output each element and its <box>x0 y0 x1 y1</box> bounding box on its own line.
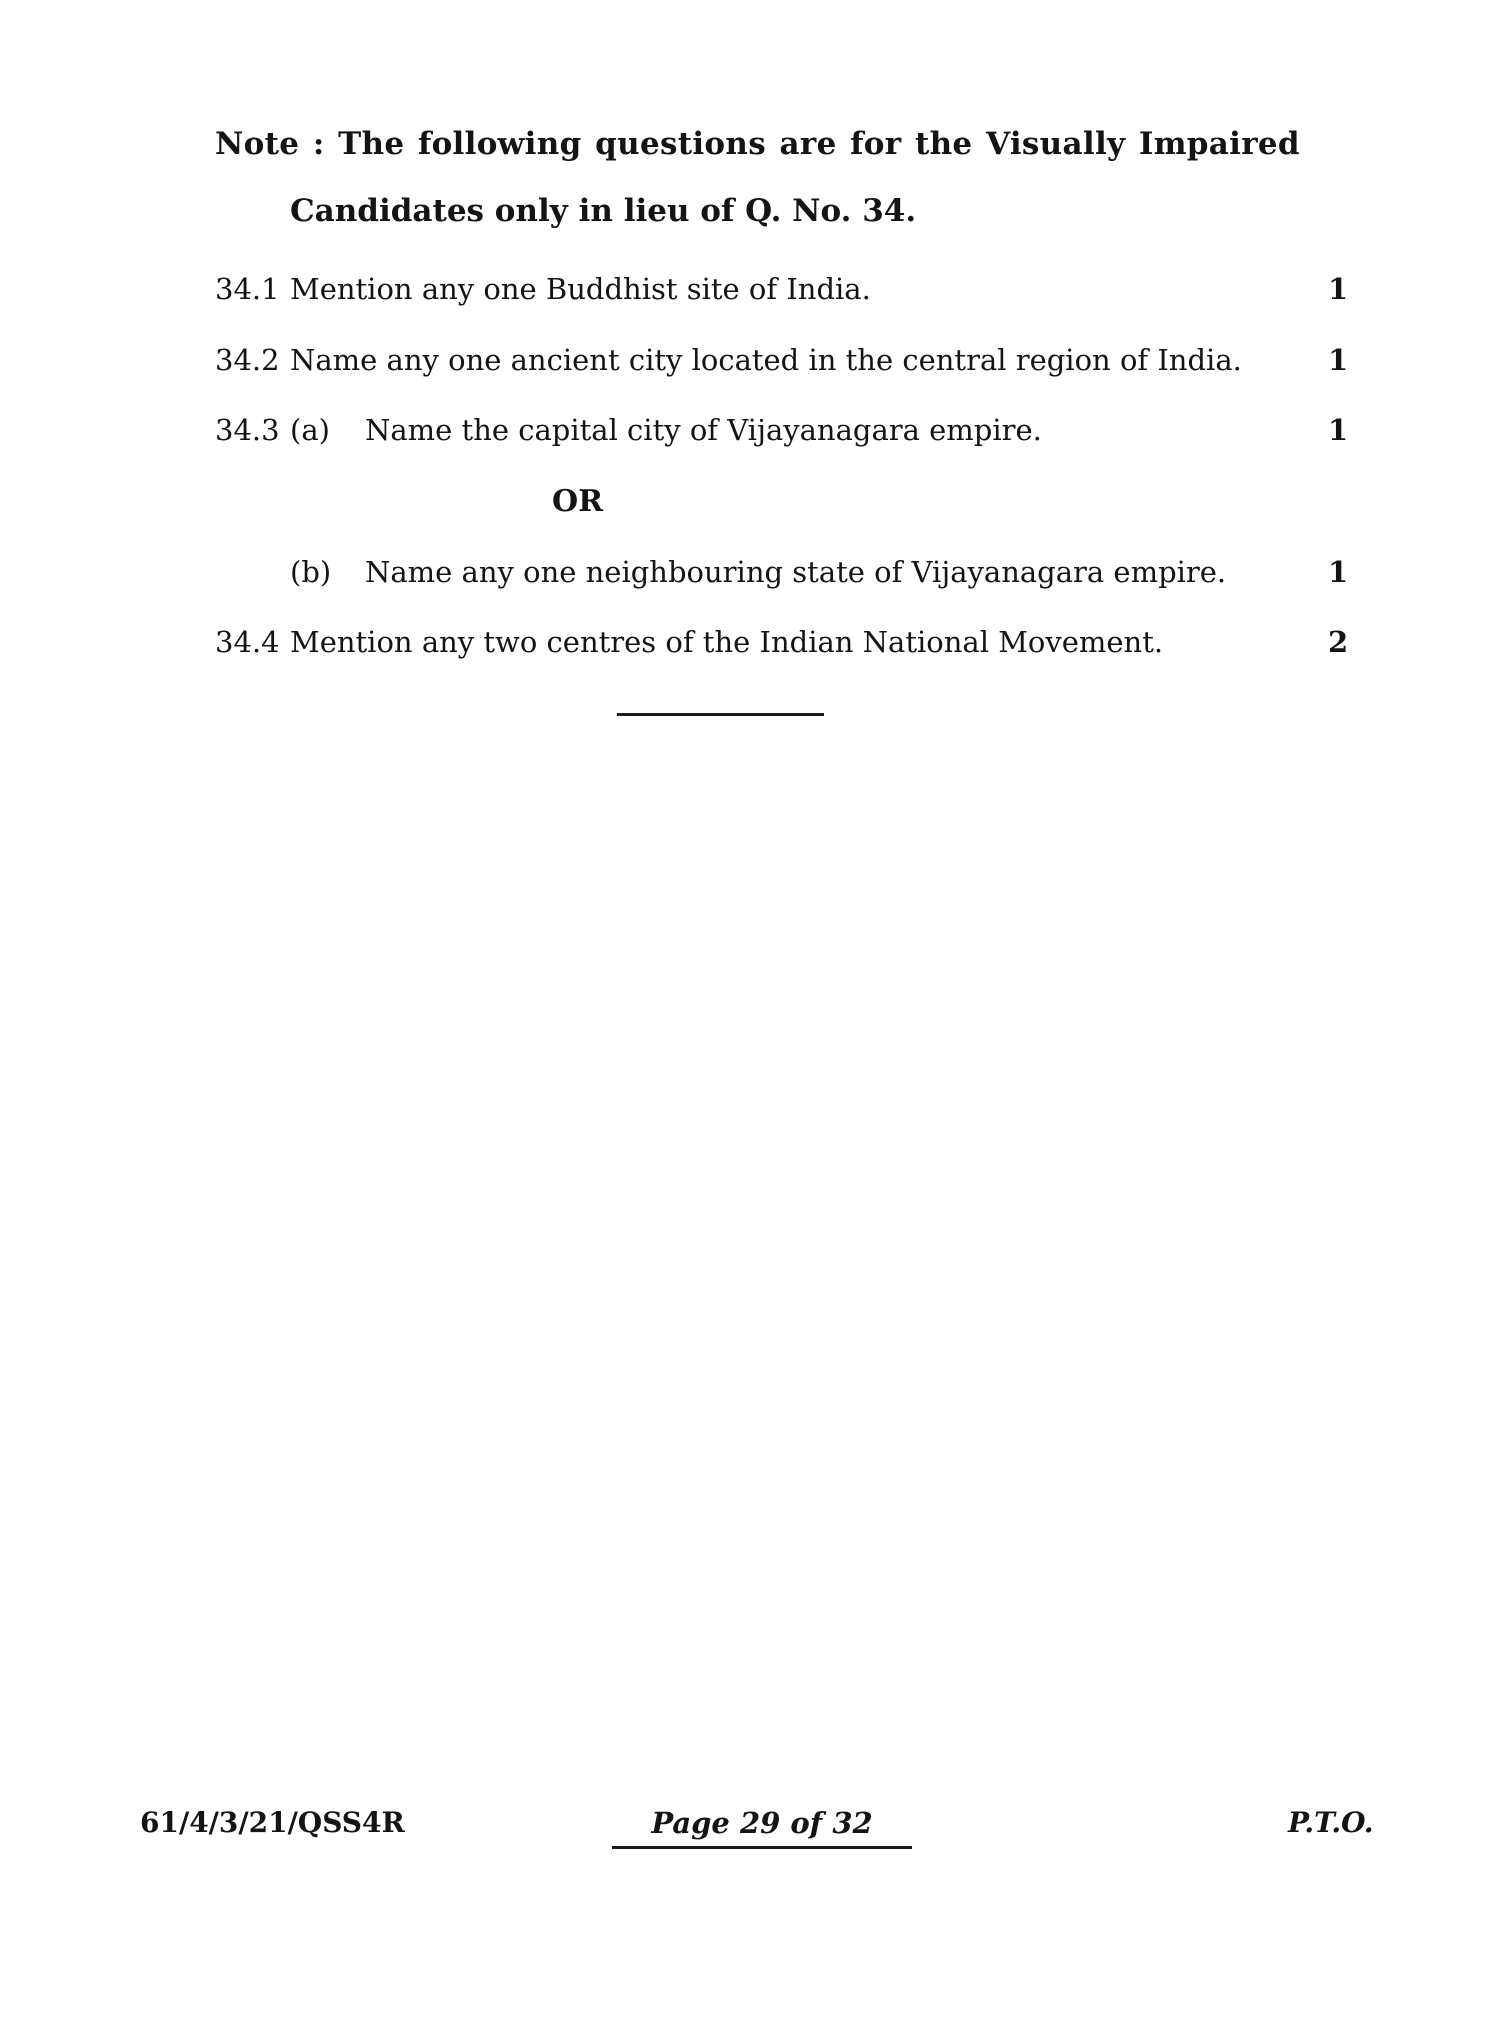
question-marks: 2 <box>1328 625 1349 659</box>
question-marks: 1 <box>1328 555 1349 589</box>
note-word: Note <box>215 126 300 162</box>
question-text: Name the capital city of Vijayanagara empire. <box>365 413 1042 447</box>
note-word: Impaired <box>1138 126 1300 162</box>
page-number: Page 29 of 32 <box>612 1806 912 1849</box>
question-number: 34.4 <box>215 625 280 659</box>
please-turn-over: P.T.O. <box>1288 1806 1374 1839</box>
question-marks: 1 <box>1328 343 1349 377</box>
question-text: Mention any two centres of the Indian National Movement. <box>290 625 1164 659</box>
paper-code: 61/4/3/21/QSS4R <box>140 1806 405 1839</box>
question-marks: 1 <box>1328 413 1349 447</box>
question-number: 34.3 <box>215 413 280 447</box>
end-of-section-rule <box>617 713 824 716</box>
question-sub-label: (b) <box>290 555 332 589</box>
or-separator: OR <box>552 484 604 519</box>
note-heading-line2: Candidates only in lieu of Q. No. 34. <box>290 193 917 229</box>
question-sub-label: (a) <box>290 413 330 447</box>
question-text: Mention any one Buddhist site of India. <box>290 272 871 306</box>
question-marks: 1 <box>1328 272 1349 306</box>
note-word: The <box>338 126 405 162</box>
question-text: Name any one neighbouring state of Vijayanagara empire. <box>365 555 1227 589</box>
note-word: following <box>417 126 582 162</box>
note-word: : <box>312 126 325 162</box>
note-heading-line1 <box>215 126 1300 162</box>
note-word: the <box>914 126 973 162</box>
note-word: questions <box>595 126 766 162</box>
question-text: Name any one ancient city located in the central region of India. <box>290 343 1242 377</box>
question-number: 34.1 <box>215 272 280 306</box>
note-word: are <box>779 126 837 162</box>
note-word: Visually <box>986 126 1126 162</box>
question-number: 34.2 <box>215 343 280 377</box>
note-word: for <box>850 126 902 162</box>
